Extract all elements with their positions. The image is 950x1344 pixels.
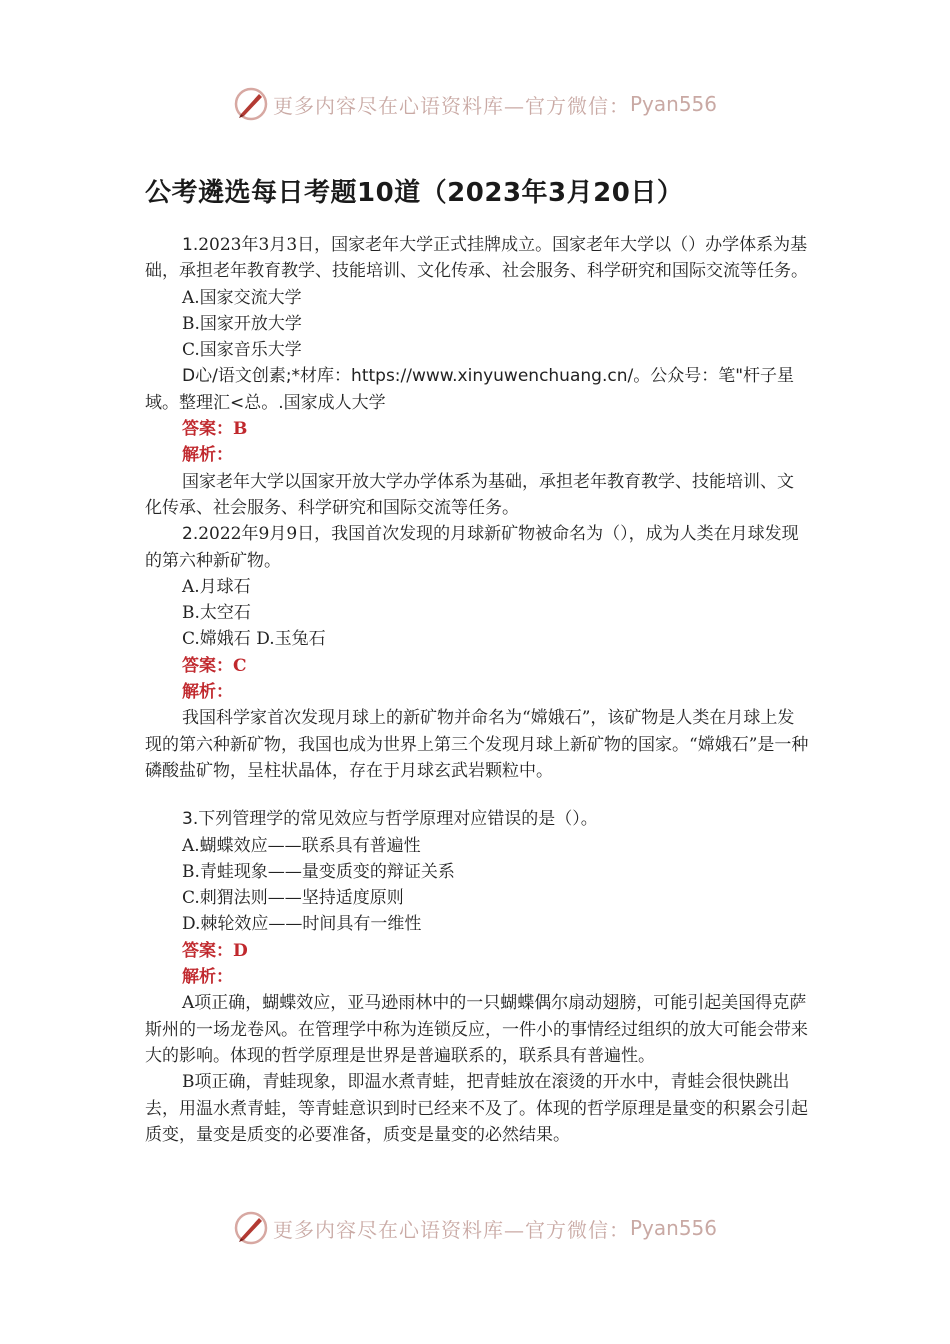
document-body	[145, 172, 810, 1148]
question-3-text: 下列管理学的常见效应与哲学原理对应错误的是（）。	[198, 809, 598, 830]
question-2-text: 2022年9月9日，我国首次发现的月球新矿物被命名为（），成为人类在月球发现的第六种新矿物。	[145, 524, 799, 571]
question-1-option-c: C.国家音乐大学	[182, 340, 302, 361]
pen-logo-icon	[233, 1210, 269, 1246]
question-2-option-cd: C.嫦娥石 D.玉兔石	[182, 629, 326, 650]
question-2-stem	[145, 521, 810, 574]
footer-banner	[0, 1206, 950, 1250]
section-gap	[145, 784, 810, 806]
question-1-number: 1.	[182, 235, 199, 255]
question-1-text: 2023年3月3日，国家老年大学正式挂牌成立。国家老年大学以（）办学体系为基础，承担老年教育教学、技能培训、文化传承、社会服务、科学研究和国际交流等任务。	[145, 235, 808, 282]
question-3-option-c: C.刺猬法则——坚持适度原则	[182, 888, 404, 909]
question-3-option-d: D.棘轮效应——时间具有一维性	[182, 914, 422, 935]
question-2-analysis-label: 解析：	[182, 682, 233, 703]
question-1-option-b: B.国家开放大学	[182, 313, 302, 334]
question-3-number: 3.	[182, 809, 199, 830]
question-2-number: 2.	[182, 524, 199, 545]
question-3-stem	[145, 806, 810, 832]
banner-text: 更多内容尽在心语资料库—官方微信：	[272, 1217, 630, 1242]
question-3-analysis-b: B项正确，青蛙现象，即温水煮青蛙，把青蛙放在滚烫的开水中，青蛙会很快跳出去，用温水煮青蛙，等青蛙意识到时已经来不及了。体现的哲学原理是量变的积累会引起质变，量变是质变的必要准备，质变是量变的必然结果。	[145, 1072, 808, 1145]
question-2-answer: 答案：C	[182, 655, 247, 676]
question-1-stem	[145, 232, 810, 285]
question-3-analysis-a: A项正确，蝴蝶效应，亚马逊雨林中的一只蝴蝶偶尔扇动翅膀，可能引起美国得克萨斯州的一场龙卷风。在管理学中称为连锁反应，一件小的事情经过组织的放大可能会带来大的影响。体现的哲学原理是世界是普遍联系的，联系具有普遍性。	[145, 993, 808, 1066]
question-1-analysis-label: 解析：	[182, 445, 233, 466]
pen-logo-icon	[233, 86, 269, 122]
question-3-option-a: A.蝴蝶效应——联系具有普遍性	[182, 835, 421, 856]
question-3-option-b: B.青蛙现象——量变质变的辩证关系	[182, 861, 455, 882]
question-1-analysis: 国家老年大学以国家开放大学办学体系为基础，承担老年教育教学、技能培训、文化传承、社会服务、科学研究和国际交流等任务。	[145, 471, 794, 518]
question-1-option-d: D心/语文创素;*材库：https://www.xinyuwenchuang.cn/。公众号：笔"杆子星域。整理汇<总。.国家成人大学	[145, 366, 795, 413]
question-3-answer: 答案：D	[182, 940, 248, 961]
question-2-option-a: A.月球石	[182, 576, 251, 597]
banner-text: 更多内容尽在心语资料库—官方微信：	[272, 93, 630, 118]
banner-wechat-id: Pyan556	[629, 1216, 717, 1240]
question-2-analysis: 我国科学家首次发现月球上的新矿物并命名为“嫦娥石”，该矿物是人类在月球上发现的第六种新矿物，我国也成为世界上第三个发现月球上新矿物的国家。“嫦娥石”是一种磷酸盐矿物，呈柱状晶体，存在于月球玄武岩颗粒中。	[145, 708, 809, 781]
question-3-analysis-label: 解析：	[182, 967, 233, 988]
question-2-option-b: B.太空石	[182, 603, 251, 624]
question-1-option-a: A.国家交流大学	[182, 287, 302, 308]
header-banner	[0, 82, 950, 126]
page-title: 公考遴选每日考题10道（2023年3月20日）	[145, 178, 684, 208]
question-1-answer: 答案：B	[182, 419, 248, 440]
banner-wechat-id: Pyan556	[629, 92, 717, 116]
